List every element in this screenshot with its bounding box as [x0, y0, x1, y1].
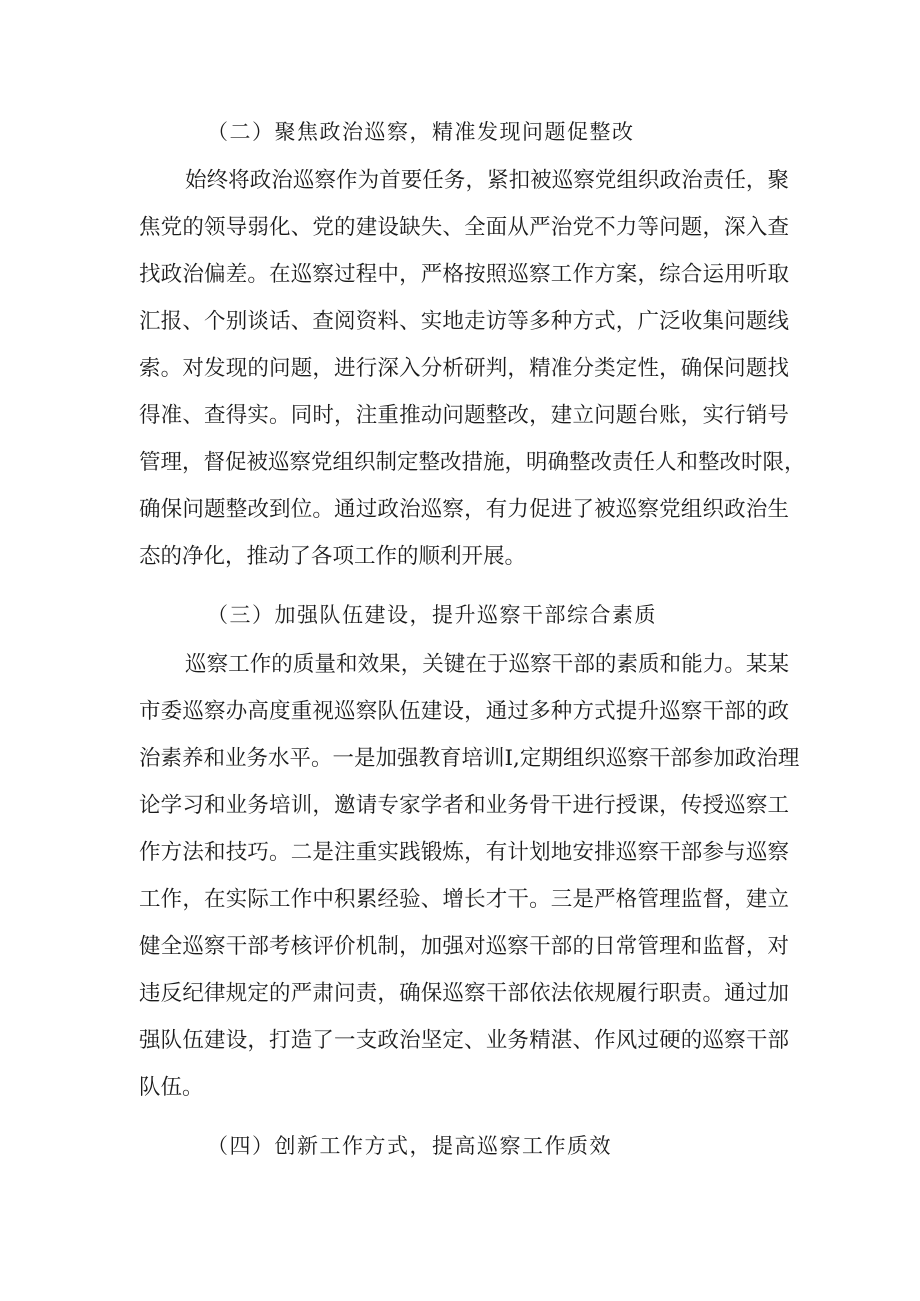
paragraph-team-building	[139, 641, 800, 1111]
paragraph-line: 作方法和技巧。二是注重实践锻炼，有计划地安排巡察干部参与巡察	[139, 840, 789, 865]
paragraph-line: 巡察工作的质量和效果，关键在于巡察干部的素质和能力。某某	[185, 652, 789, 677]
paragraph-line: 态的净化，推动了各项工作的顺利开展。	[139, 544, 527, 569]
paragraph-line: 工作，在实际工作中积累经验、增长才干。三是严格管理监督，建立	[139, 887, 789, 912]
paragraph-line: 索。对发现的问题，进行深入分析研判，精准分类定性，确保问题找	[139, 356, 789, 381]
paragraph-line: 违反纪律规定的严肃问责，确保巡察干部依法依规履行职责。通过加	[139, 981, 789, 1006]
paragraph-line: 得准、查得实。同时，注重推动问题整改，建立问题台账，实行销号	[139, 403, 789, 428]
paragraph-line: 找政治偏差。在巡察过程中，严格按照巡察工作方案，综合运用听取	[139, 262, 789, 287]
paragraph-line: 管理，督促被巡察党组织制定整改措施，明确整改责任人和整改时限，	[139, 450, 806, 475]
paragraph-political-inspection	[139, 157, 806, 580]
paragraph-line: 强队伍建设，打造了一支政治坚定、业务精湛、作风过硬的巡察干部	[139, 1028, 789, 1053]
paragraph-line: 始终将政治巡察作为首要任务，紧扣被巡察党组织政治责任，聚	[185, 168, 789, 193]
paragraph-line: 队伍。	[139, 1075, 204, 1100]
section-heading-4: （四）创新工作方式，提高巡察工作质效	[207, 1134, 612, 1158]
paragraph-line: 焦党的领导弱化、党的建设缺失、全面从严治党不力等问题，深入查	[139, 215, 789, 240]
paragraph-line: 市委巡察办高度重视巡察队伍建设，通过多种方式提升巡察干部的政	[139, 699, 789, 724]
section-heading-2: （二）聚焦政治巡察，精准发现问题促整改	[207, 120, 635, 144]
section-heading-3: （三）加强队伍建设，提升巡察干部综合素质	[207, 603, 657, 627]
paragraph-line: 确保问题整改到位。通过政治巡察，有力促进了被巡察党组织政治生	[139, 497, 789, 522]
paragraph-line: 健全巡察干部考核评价机制，加强对巡察干部的日常管理和监督，对	[139, 934, 789, 959]
paragraph-line: 汇报、个别谈话、查阅资料、实地走访等多种方式，广泛收集问题线	[139, 309, 789, 334]
paragraph-line: 论学习和业务培训，邀请专家学者和业务骨干进行授课，传授巡察工	[139, 793, 789, 818]
paragraph-line: 治素养和业务水平。一是加强教育培训I,定期组织巡察干部参加政治理	[139, 746, 800, 771]
